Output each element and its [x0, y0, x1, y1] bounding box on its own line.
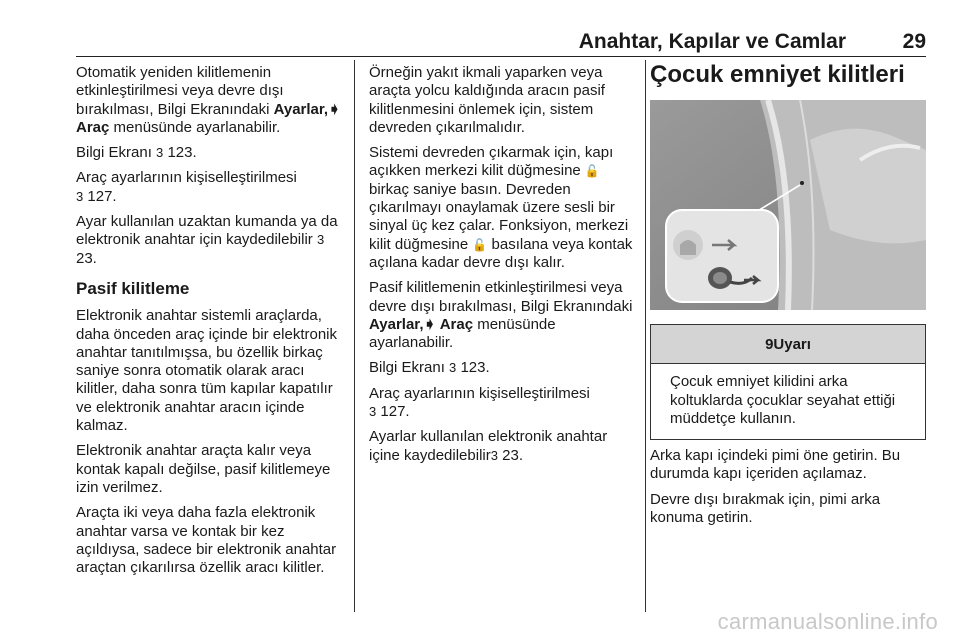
paragraph: Araç ayarlarının kişiselleştirilmesi 3 127. [369, 384, 590, 421]
page-title: Anahtar, Kapılar ve Camlar [578, 30, 846, 53]
paragraph: Örneğin yakıt ikmali yaparken veya araçta yolcu kaldığında aracın pasif kilitlenmesini önlemek için, sistem devreden çıkarılmalıdır. [369, 64, 605, 136]
paragraph: Pasif kilitlemenin etkinleştirilmesi veya devre dışı bırakılması, Bilgi Ekranındaki Ayarlar,➧ Araç menüsünde ayarlanabilir. [369, 279, 633, 352]
ref-arrow-icon: 3 [76, 188, 84, 204]
paragraph: Elektronik anahtar araçta kalır veya kontak kapalı değilse, pasif kilitlemeye izin verilmez. [76, 442, 331, 496]
warning-header [651, 325, 925, 364]
page-header [76, 28, 926, 52]
paragraph: Araçta iki veya daha fazla elektronik anahtar varsa ve kontak bir kez açıldıysa, sadece bir elektronik anahtar araçtan çıkarılırsa özellik aracı kilitler. [76, 504, 337, 577]
paragraph: Bilgi Ekranı 3 123. [369, 359, 490, 377]
watermark: carmanualsonline.info [717, 609, 938, 634]
warning-title: Uyarı [773, 335, 811, 353]
paragraph: Devre dışı bırakmak için, pimi arka konuma getirin. [650, 490, 881, 526]
ref-arrow-icon: 3 [369, 404, 377, 420]
column-divider [354, 60, 355, 612]
paragraph: Elektronik anahtar sistemli araçlarda, daha önceden araç içinde bir elektronik anahtar tanıtılmışsa, bu özellik birkaç saniye sonra otomatik olarak aracı kilitler, daha sonra tüm kapılar kapatılır ve elektronik anahtar aracın içinde kalmaz. [76, 307, 337, 435]
paragraph: Sistemi devreden çıkarmak için, kapı açıkken merkezi kilit düğmesine 🔓 birkaç saniye basın. Devreden çıkarılmayı onaylamak üzere sesli bir sinyal üç kez çalar. Fonksiyon, merkezi kilit düğmesine 🔓 basılana veya kontak açılana kadar devre dışı kalır. [369, 144, 633, 271]
column-2 [369, 64, 634, 472]
ref-arrow-icon: 3 [490, 447, 498, 463]
ref-arrow-icon: 3 [316, 232, 325, 248]
warning-box [650, 324, 926, 440]
ref-arrow-icon: 3 [156, 145, 164, 161]
paragraph: Otomatik yeniden kilitlemenin etkinleştirilmesi veya devre dışı bırakılması, Bilgi Ekranındaki Ayarlar,➧ Araç menüsünde ayarlanabilir. [76, 64, 341, 136]
paragraph: Ayar kullanılan uzaktan kumanda ya da elektronik anahtar için kaydedilebilir 3 23. [76, 213, 338, 267]
header-rule [76, 56, 926, 57]
paragraph: Araç ayarlarının kişiselleştirilmesi 3 127. [76, 169, 297, 205]
page-number: 29 [902, 30, 926, 53]
column-divider [645, 60, 646, 612]
central-lock-icon: 🔓 [472, 237, 488, 252]
warning-text: Çocuk emniyet kilidini arka koltuklarda çocuklar seyahat ettiği müddetçe kullanın. [670, 373, 896, 427]
paragraph: Bilgi Ekranı 3 123. [76, 144, 197, 162]
column-3 [650, 61, 930, 88]
section-heading: Çocuk emniyet kilitleri [650, 61, 905, 88]
child-lock-illustration [650, 100, 926, 310]
ref-arrow-icon: 3 [449, 360, 457, 376]
paragraph: Arka kapı içindeki pimi öne getirin. Bu durumda kapı içeriden açılamaz. [650, 447, 901, 483]
column-1 [76, 64, 346, 584]
column-3-text [650, 447, 930, 534]
section-heading: Pasif kilitleme [76, 278, 190, 298]
paragraph: Ayarlar kullanılan elektronik anahtar içine kaydedilebilir3 23. [369, 428, 608, 464]
warning-icon: 9 [765, 335, 774, 353]
central-lock-icon: 🔓 [584, 164, 600, 179]
